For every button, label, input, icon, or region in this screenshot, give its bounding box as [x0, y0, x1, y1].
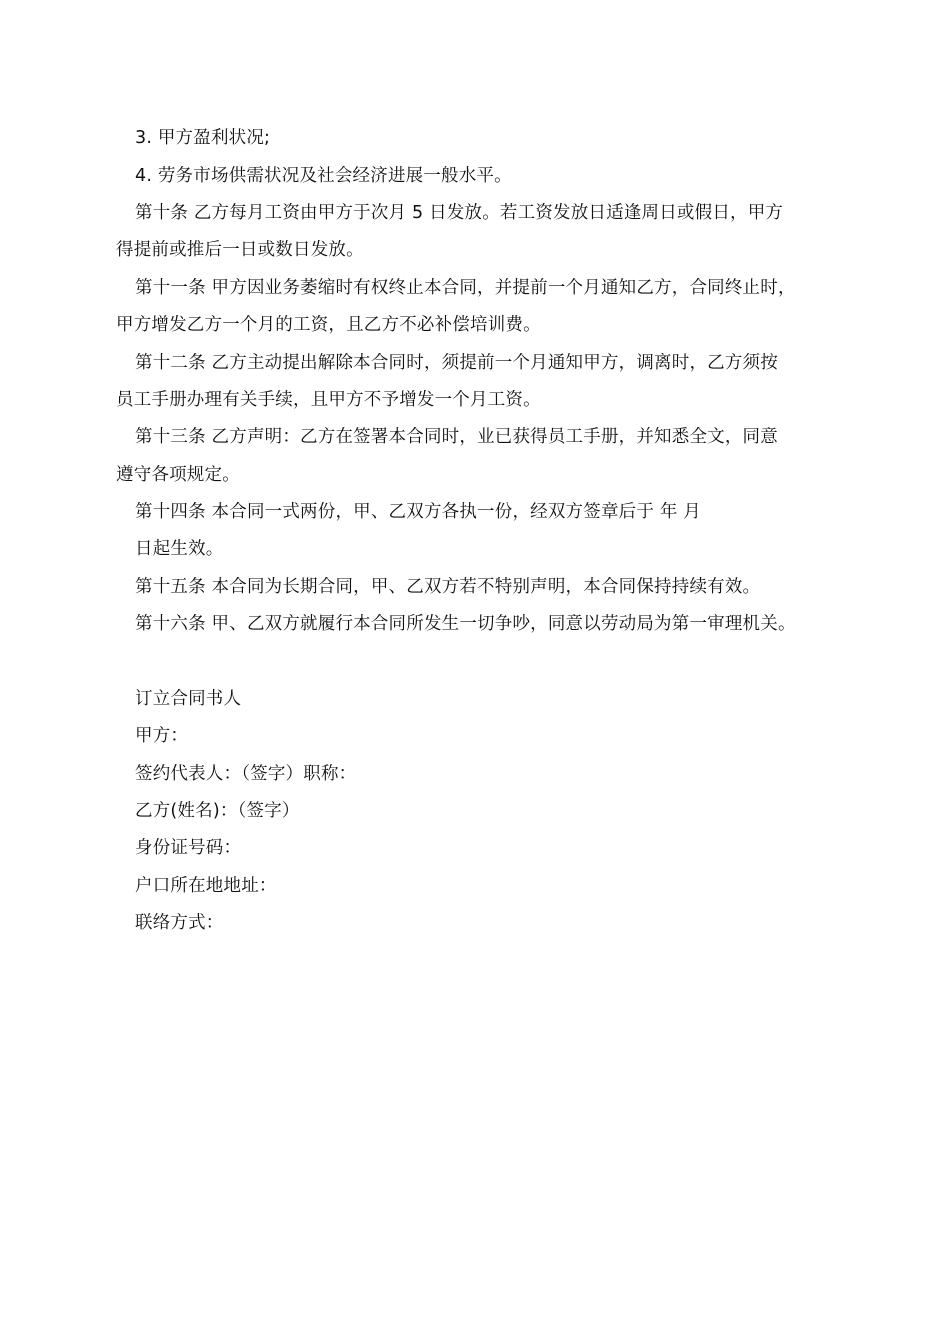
representative-label: 签约代表人：（签字）职称： — [135, 764, 357, 784]
party-a-label: 甲方： — [135, 726, 189, 746]
article-14-line-2: 日起生效。 — [135, 539, 224, 559]
address-label: 户口所在地地址： — [135, 876, 277, 896]
contact-label: 联络方式： — [135, 913, 224, 933]
article-16: 第十六条 甲、乙双方就履行本合同所发生一切争吵，同意以劳动局为第一审理机关。 — [135, 614, 796, 634]
article-14-line-1: 第十四条 本合同一式两份，甲、乙双方各执一份，经双方签章后于 年 月 — [135, 502, 701, 522]
paragraph-item-4: 4. 劳务市场供需状况及社会经济进展一般水平。 — [135, 166, 512, 186]
paragraph-item-3: 3. 甲方盈利状况; — [135, 128, 271, 148]
article-10-line-2: 得提前或推后一日或数日发放。 — [116, 240, 364, 260]
article-12-line-2: 员工手册办理有关手续，且甲方不予增发一个月工资。 — [116, 390, 541, 410]
article-13-line-2: 遵守各项规定。 — [116, 465, 240, 485]
id-number-label: 身份证号码： — [135, 838, 242, 858]
article-11-line-1: 第十一条 甲方因业务萎缩时有权终止本合同，并提前一个月通知乙方，合同终止时， — [135, 278, 796, 298]
article-11-line-2: 甲方增发乙方一个月的工资，且乙方不必补偿培训费。 — [116, 315, 541, 335]
article-13-line-1: 第十三条 乙方声明：乙方在签署本合同时，业已获得员工手册，并知悉全文，同意 — [135, 427, 778, 447]
signature-heading: 订立合同书人 — [135, 689, 242, 709]
article-12-line-1: 第十二条 乙方主动提出解除本合同时，须提前一个月通知甲方，调离时，乙方须按 — [135, 353, 778, 373]
party-b-label: 乙方(姓名)：（签字） — [135, 801, 300, 821]
article-10-line-1: 第十条 乙方每月工资由甲方于次月 5 日发放。若工资发放日适逢周日或假日，甲方 — [135, 203, 784, 223]
article-15: 第十五条 本合同为长期合同，甲、乙双方若不特别声明，本合同保持持续有效。 — [135, 577, 761, 597]
